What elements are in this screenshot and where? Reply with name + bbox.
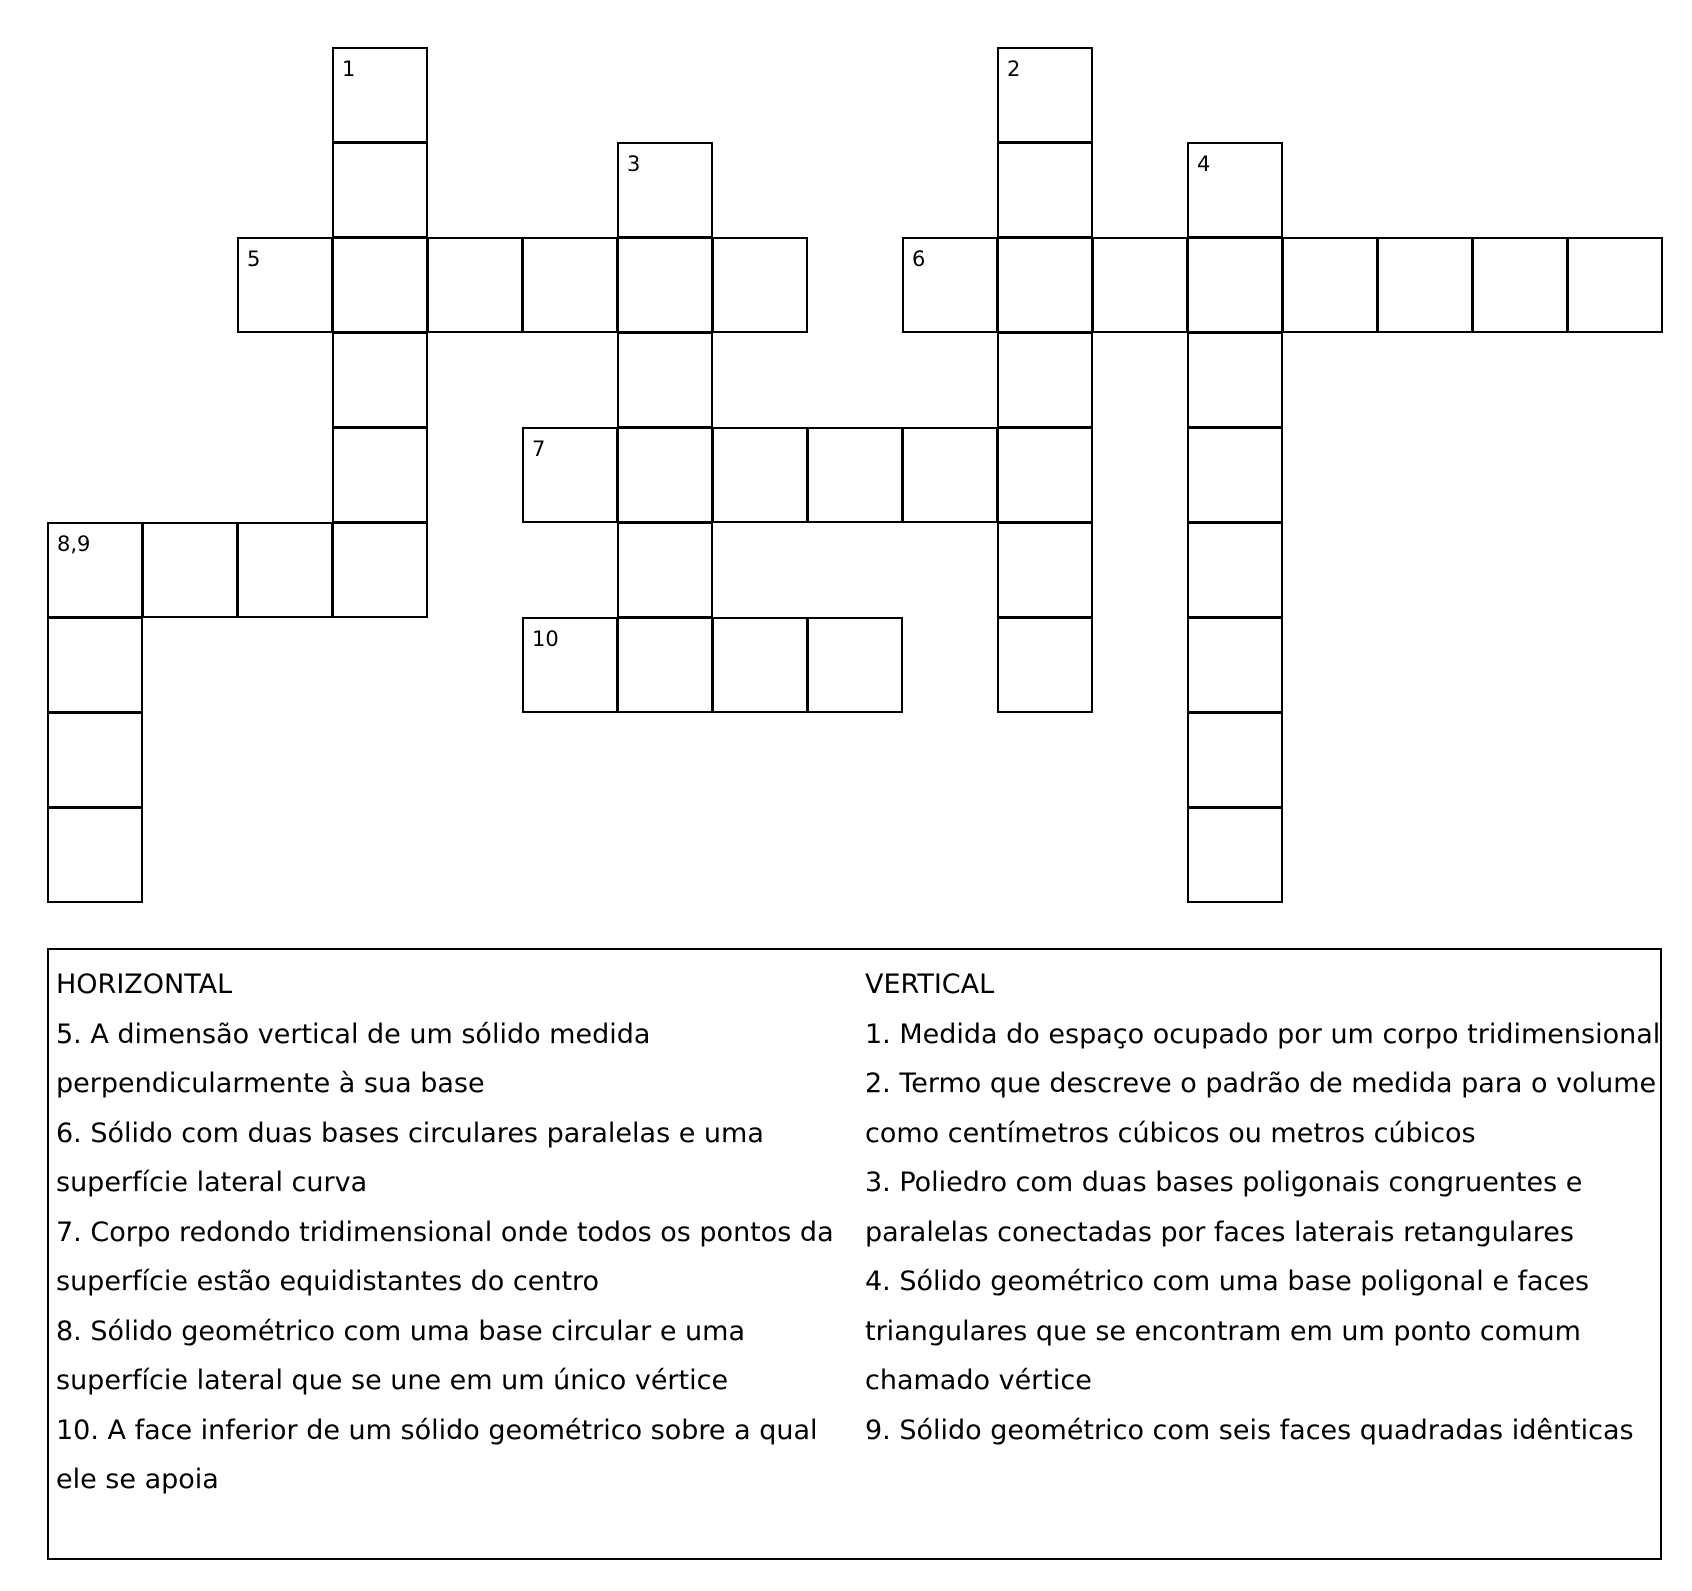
grid-cell[interactable] xyxy=(1187,712,1283,808)
grid-cell[interactable] xyxy=(522,617,618,713)
clue-horizontal-6: 6. Sólido com duas bases circulares paralelas e uma superfície lateral curva xyxy=(56,1117,764,1198)
clue-horizontal-7: 7. Corpo redondo tridimensional onde todos os pontos da superfície estão equidistantes do centro xyxy=(56,1216,834,1297)
grid-cell[interactable] xyxy=(1092,237,1188,333)
grid-cell[interactable] xyxy=(237,237,333,333)
grid-cell[interactable] xyxy=(142,522,238,618)
grid-cell[interactable] xyxy=(427,237,523,333)
grid-cell[interactable] xyxy=(522,237,618,333)
grid-cell[interactable] xyxy=(1282,237,1378,333)
grid-cell[interactable] xyxy=(1187,522,1283,618)
grid-cell[interactable] xyxy=(332,522,428,618)
horizontal-heading: HORIZONTAL xyxy=(56,969,233,1000)
grid-cell[interactable] xyxy=(617,522,713,618)
grid-cell[interactable] xyxy=(807,617,903,713)
grid-cell[interactable] xyxy=(332,427,428,523)
grid-cell[interactable] xyxy=(522,427,618,523)
grid-cell[interactable] xyxy=(1187,332,1283,428)
grid-cell[interactable] xyxy=(712,427,808,523)
grid-cell[interactable] xyxy=(807,427,903,523)
grid-cell[interactable] xyxy=(1187,617,1283,713)
grid-cell[interactable] xyxy=(332,237,428,333)
grid-cell[interactable] xyxy=(1567,237,1663,333)
grid-cell[interactable] xyxy=(1187,427,1283,523)
clue-number: 10 xyxy=(532,627,559,651)
grid-cell[interactable] xyxy=(997,522,1093,618)
clue-number: 8,9 xyxy=(57,532,91,556)
clue-horizontal-10: 10. A face inferior de um sólido geométrico sobre a qual ele se apoia xyxy=(56,1414,818,1495)
clue-horizontal-8: 8. Sólido geométrico com uma base circular e uma superfície lateral que se une em um único vértice xyxy=(56,1315,745,1396)
grid-cell[interactable] xyxy=(47,807,143,903)
clue-number: 7 xyxy=(532,437,546,461)
grid-cell[interactable] xyxy=(47,522,143,618)
grid-cell[interactable] xyxy=(617,237,713,333)
clue-vertical-9: 9. Sólido geométrico com seis faces quadradas idênticas xyxy=(865,1414,1634,1446)
clue-number: 4 xyxy=(1197,152,1211,176)
grid-cell[interactable] xyxy=(997,142,1093,238)
grid-cell[interactable] xyxy=(1187,237,1283,333)
grid-cell[interactable] xyxy=(1187,807,1283,903)
clue-number: 1 xyxy=(342,57,356,81)
grid-cell[interactable] xyxy=(617,142,713,238)
clue-vertical-2: 2. Termo que descreve o padrão de medida para o volume como centímetros cúbicos ou metros cúbicos xyxy=(865,1068,1657,1149)
vertical-heading: VERTICAL xyxy=(865,969,995,1000)
vertical-clues xyxy=(865,960,1665,1455)
grid-cell[interactable] xyxy=(617,427,713,523)
grid-cell[interactable] xyxy=(902,427,998,523)
clue-number: 2 xyxy=(1007,57,1021,81)
grid-cell[interactable] xyxy=(1472,237,1568,333)
grid-cell[interactable] xyxy=(332,332,428,428)
horizontal-clues xyxy=(56,960,856,1505)
grid-cell[interactable] xyxy=(47,617,143,713)
grid-cell[interactable] xyxy=(997,237,1093,333)
grid-cell[interactable] xyxy=(617,332,713,428)
clue-horizontal-5: 5. A dimensão vertical de um sólido medida perpendicularmente à sua base xyxy=(56,1018,651,1099)
clues-box xyxy=(47,948,1662,1560)
grid-cell[interactable] xyxy=(997,47,1093,143)
clue-number: 5 xyxy=(247,247,261,271)
grid-cell[interactable] xyxy=(617,617,713,713)
grid-cell[interactable] xyxy=(332,47,428,143)
grid-cell[interactable] xyxy=(1187,142,1283,238)
clue-number: 6 xyxy=(912,247,926,271)
grid-cell[interactable] xyxy=(237,522,333,618)
clue-vertical-1: 1. Medida do espaço ocupado por um corpo tridimensional xyxy=(865,1018,1661,1050)
clue-vertical-3: 3. Poliedro com duas bases poligonais congruentes e paralelas conectadas por faces laterais retangulares xyxy=(865,1167,1583,1248)
grid-cell[interactable] xyxy=(997,332,1093,428)
clue-vertical-4: 4. Sólido geométrico com uma base poligonal e faces triangulares que se encontram em um ponto comum chamado vértice xyxy=(865,1266,1590,1396)
grid-cell[interactable] xyxy=(1377,237,1473,333)
grid-cell[interactable] xyxy=(997,617,1093,713)
grid-cell[interactable] xyxy=(332,142,428,238)
grid-cell[interactable] xyxy=(712,237,808,333)
grid-cell[interactable] xyxy=(47,712,143,808)
clue-number: 3 xyxy=(627,152,641,176)
grid-cell[interactable] xyxy=(997,427,1093,523)
grid-cell[interactable] xyxy=(902,237,998,333)
grid-cell[interactable] xyxy=(712,617,808,713)
